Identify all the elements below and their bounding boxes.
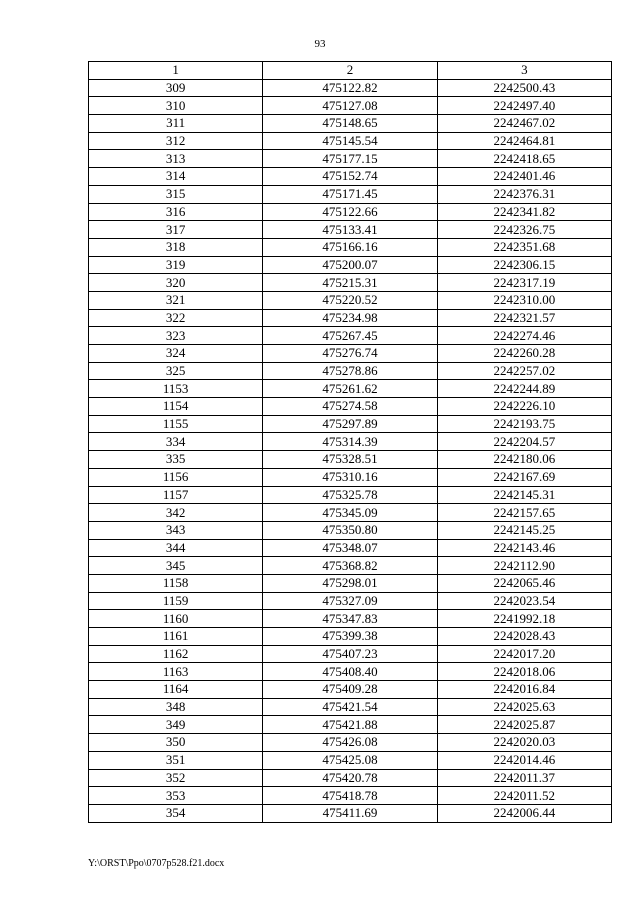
y-coordinate-cell: 2242167.69 [437,468,611,486]
x-coordinate-cell: 475310.16 [263,468,437,486]
x-coordinate-cell: 475407.23 [263,645,437,663]
y-coordinate-cell: 2242014.46 [437,751,611,769]
point-number-cell: 1161 [89,628,263,646]
point-number-cell: 344 [89,539,263,557]
table-row [89,610,612,628]
x-coordinate-cell: 475278.86 [263,362,437,380]
table-row [89,734,612,752]
point-number-cell: 324 [89,345,263,363]
y-coordinate-cell: 2242143.46 [437,539,611,557]
point-number-cell: 1156 [89,468,263,486]
point-number-cell: 317 [89,221,263,239]
table-row [89,380,612,398]
x-coordinate-cell: 475325.78 [263,486,437,504]
y-coordinate-cell: 2242244.89 [437,380,611,398]
x-coordinate-cell: 475152.74 [263,168,437,186]
table-row [89,804,612,822]
y-coordinate-cell: 2242257.02 [437,362,611,380]
table-row [89,168,612,186]
x-coordinate-cell: 475368.82 [263,557,437,575]
x-coordinate-cell: 475220.52 [263,291,437,309]
point-number-cell: 345 [89,557,263,575]
x-coordinate-cell: 475345.09 [263,504,437,522]
x-coordinate-cell: 475425.08 [263,751,437,769]
y-coordinate-cell: 2242274.46 [437,327,611,345]
table-row [89,521,612,539]
x-coordinate-cell: 475411.69 [263,804,437,822]
y-coordinate-cell: 2242006.44 [437,804,611,822]
table-row [89,203,612,221]
table-row [89,663,612,681]
table-row [89,433,612,451]
x-coordinate-cell: 475327.09 [263,592,437,610]
y-coordinate-cell: 2242260.28 [437,345,611,363]
x-coordinate-cell: 475409.28 [263,681,437,699]
y-coordinate-cell: 2242326.75 [437,221,611,239]
table-row [89,398,612,416]
point-number-cell: 319 [89,256,263,274]
y-coordinate-cell: 2242321.57 [437,309,611,327]
point-number-cell: 310 [89,97,263,115]
x-coordinate-cell: 475298.01 [263,574,437,592]
y-coordinate-cell: 2242028.43 [437,628,611,646]
y-coordinate-cell: 2242464.81 [437,132,611,150]
x-coordinate-cell: 475421.54 [263,698,437,716]
point-number-cell: 1159 [89,592,263,610]
table-row [89,115,612,133]
x-coordinate-cell: 475426.08 [263,734,437,752]
point-number-cell: 315 [89,185,263,203]
x-coordinate-cell: 475122.82 [263,79,437,97]
table-row [89,256,612,274]
point-number-cell: 323 [89,327,263,345]
table-row [89,539,612,557]
point-number-cell: 1154 [89,398,263,416]
x-coordinate-cell: 475122.66 [263,203,437,221]
point-number-cell: 352 [89,769,263,787]
point-number-cell: 316 [89,203,263,221]
coordinates-table [88,61,612,823]
column-header-3: 3 [437,62,611,80]
footer-file-path: Y:\ORST\Ppo\0707p528.f21.docx [88,858,225,869]
y-coordinate-cell: 2241992.18 [437,610,611,628]
table-row [89,309,612,327]
y-coordinate-cell: 2242310.00 [437,291,611,309]
table-row [89,557,612,575]
y-coordinate-cell: 2242025.63 [437,698,611,716]
table-row [89,345,612,363]
y-coordinate-cell: 2242317.19 [437,274,611,292]
table-row [89,592,612,610]
point-number-cell: 1155 [89,415,263,433]
x-coordinate-cell: 475347.83 [263,610,437,628]
table-row [89,468,612,486]
table-row [89,698,612,716]
y-coordinate-cell: 2242145.31 [437,486,611,504]
point-number-cell: 320 [89,274,263,292]
table-row [89,628,612,646]
y-coordinate-cell: 2242401.46 [437,168,611,186]
x-coordinate-cell: 475421.88 [263,716,437,734]
table-row [89,150,612,168]
x-coordinate-cell: 475297.89 [263,415,437,433]
table-row [89,716,612,734]
x-coordinate-cell: 475200.07 [263,256,437,274]
table-row [89,79,612,97]
table-header-row [89,62,612,80]
y-coordinate-cell: 2242112.90 [437,557,611,575]
point-number-cell: 1164 [89,681,263,699]
table-row [89,645,612,663]
y-coordinate-cell: 2242157.65 [437,504,611,522]
table-row [89,362,612,380]
point-number-cell: 342 [89,504,263,522]
table-row [89,97,612,115]
y-coordinate-cell: 2242500.43 [437,79,611,97]
point-number-cell: 1157 [89,486,263,504]
x-coordinate-cell: 475408.40 [263,663,437,681]
table-body [89,79,612,822]
y-coordinate-cell: 2242204.57 [437,433,611,451]
x-coordinate-cell: 475418.78 [263,787,437,805]
y-coordinate-cell: 2242418.65 [437,150,611,168]
x-coordinate-cell: 475215.31 [263,274,437,292]
table-row [89,681,612,699]
x-coordinate-cell: 475127.08 [263,97,437,115]
column-header-2: 2 [263,62,437,80]
table-row [89,291,612,309]
y-coordinate-cell: 2242017.20 [437,645,611,663]
point-number-cell: 1160 [89,610,263,628]
point-number-cell: 309 [89,79,263,97]
x-coordinate-cell: 475399.38 [263,628,437,646]
y-coordinate-cell: 2242226.10 [437,398,611,416]
column-header-1: 1 [89,62,263,80]
y-coordinate-cell: 2242180.06 [437,451,611,469]
point-number-cell: 353 [89,787,263,805]
table-row [89,504,612,522]
y-coordinate-cell: 2242025.87 [437,716,611,734]
point-number-cell: 334 [89,433,263,451]
table-row [89,274,612,292]
y-coordinate-cell: 2242023.54 [437,592,611,610]
table-row [89,132,612,150]
x-coordinate-cell: 475261.62 [263,380,437,398]
y-coordinate-cell: 2242011.37 [437,769,611,787]
point-number-cell: 318 [89,238,263,256]
table-row [89,327,612,345]
y-coordinate-cell: 2242467.02 [437,115,611,133]
x-coordinate-cell: 475274.58 [263,398,437,416]
y-coordinate-cell: 2242011.52 [437,787,611,805]
table-row [89,574,612,592]
x-coordinate-cell: 475177.15 [263,150,437,168]
table-row [89,769,612,787]
x-coordinate-cell: 475171.45 [263,185,437,203]
point-number-cell: 349 [89,716,263,734]
y-coordinate-cell: 2242016.84 [437,681,611,699]
y-coordinate-cell: 2242065.46 [437,574,611,592]
x-coordinate-cell: 475166.16 [263,238,437,256]
x-coordinate-cell: 475145.54 [263,132,437,150]
point-number-cell: 335 [89,451,263,469]
y-coordinate-cell: 2242351.68 [437,238,611,256]
y-coordinate-cell: 2242193.75 [437,415,611,433]
point-number-cell: 348 [89,698,263,716]
y-coordinate-cell: 2242018.06 [437,663,611,681]
point-number-cell: 311 [89,115,263,133]
x-coordinate-cell: 475267.45 [263,327,437,345]
y-coordinate-cell: 2242306.15 [437,256,611,274]
point-number-cell: 1153 [89,380,263,398]
x-coordinate-cell: 475328.51 [263,451,437,469]
table-row [89,451,612,469]
table-row [89,486,612,504]
x-coordinate-cell: 475234.98 [263,309,437,327]
y-coordinate-cell: 2242145.25 [437,521,611,539]
table-row [89,238,612,256]
x-coordinate-cell: 475348.07 [263,539,437,557]
y-coordinate-cell: 2242020.03 [437,734,611,752]
x-coordinate-cell: 475133.41 [263,221,437,239]
point-number-cell: 313 [89,150,263,168]
table-row [89,415,612,433]
point-number-cell: 351 [89,751,263,769]
x-coordinate-cell: 475148.65 [263,115,437,133]
point-number-cell: 1162 [89,645,263,663]
point-number-cell: 343 [89,521,263,539]
point-number-cell: 314 [89,168,263,186]
point-number-cell: 321 [89,291,263,309]
x-coordinate-cell: 475350.80 [263,521,437,539]
table-row [89,185,612,203]
y-coordinate-cell: 2242497.40 [437,97,611,115]
table-row [89,751,612,769]
point-number-cell: 1158 [89,574,263,592]
x-coordinate-cell: 475276.74 [263,345,437,363]
point-number-cell: 325 [89,362,263,380]
y-coordinate-cell: 2242376.31 [437,185,611,203]
y-coordinate-cell: 2242341.82 [437,203,611,221]
point-number-cell: 322 [89,309,263,327]
table-row [89,221,612,239]
page-number: 93 [314,38,326,50]
x-coordinate-cell: 475420.78 [263,769,437,787]
point-number-cell: 354 [89,804,263,822]
point-number-cell: 312 [89,132,263,150]
table-row [89,787,612,805]
point-number-cell: 1163 [89,663,263,681]
point-number-cell: 350 [89,734,263,752]
x-coordinate-cell: 475314.39 [263,433,437,451]
